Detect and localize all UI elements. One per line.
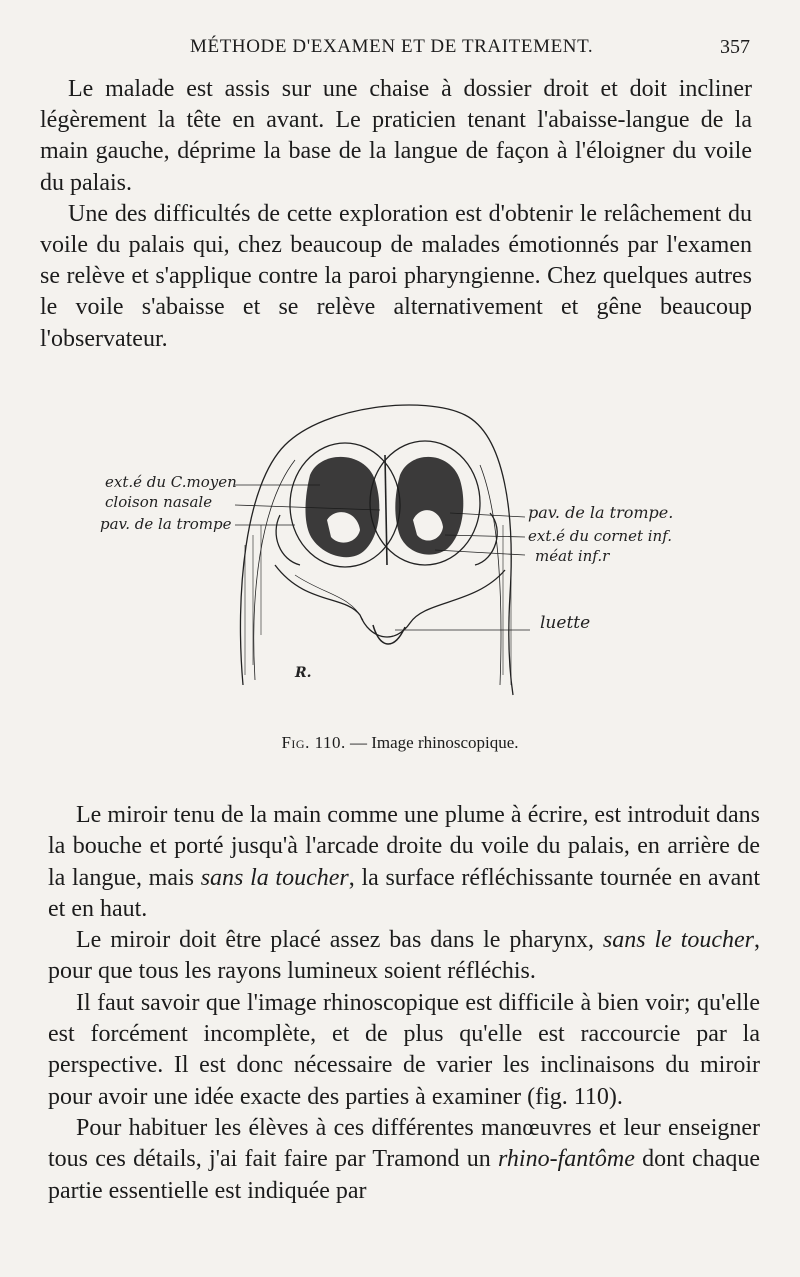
label-luette: luette: [540, 613, 591, 633]
label-meat-inf: méat inf.r: [535, 547, 610, 565]
paragraph: Il faut savoir que l'image rhinoscopique est difficile à bien voir; qu'elle est forcément incomplète, et de plus qu'elle est raccourcie par la perspective. Il est donc nécessaire de varier les inclinaisons du miroir pour avoir une idée exacte des parties à examiner (fig. 110).: [48, 989, 760, 1110]
figure-caption: [0, 733, 800, 753]
running-head: MÉTHODE D'EXAMEN ET DE TRAITEMENT.: [190, 36, 594, 57]
artist-signature: R.: [295, 665, 312, 681]
paragraph: Le miroir tenu de la main comme une plume à écrire, est introduit dans la bouche et porté jusqu'à l'arcade droite du voile du palais, en arrière de la langue, mais sans la toucher, la surface réfléchissante tournée en avant et en haut.: [48, 802, 761, 922]
label-ext-cornet-inf: ext.é du cornet inf.: [528, 527, 672, 545]
rhinoscopic-figure: [95, 395, 695, 705]
page-header: [0, 36, 800, 66]
label-ext-cornet-moyen: ext.é du C.moyen: [105, 473, 237, 491]
paragraph: Le malade est assis sur une chaise à dossier droit et doit incliner légèrement la tête en avant. Le praticien tenant l'abaisse-langue de la main gauche, déprime la base de la langue de façon à l'éloigner du voile du palais.: [40, 76, 752, 196]
label-pav-trompe-left: pav. de la trompe: [100, 515, 232, 533]
paragraph: Le miroir doit être placé assez bas dans le pharynx, sans le toucher, pour que tous les rayons lumineux soient réfléchis.: [48, 927, 760, 985]
label-pav-trompe-right: pav. de la trompe.: [528, 503, 674, 522]
paragraph: Une des difficultés de cette exploration est d'obtenir le relâchement du voile du palais qui, chez beaucoup de malades émotionnés par l'examen se relève et s'applique contre la paroi pharyngienne. Chez quelques autres le voile s'abaisse et se relève alternativement et gêne beaucoup l'observateur.: [40, 200, 752, 352]
caption-label: Fig. 110.: [281, 733, 346, 752]
paragraph: Pour habituer les élèves à ces différentes manœuvres et leur enseigner tous ces détails, j'ai fait faire par Tramond un rhino-fantôme dont chaque partie essentielle est indiquée par: [48, 1114, 761, 1204]
page-number: 357: [720, 36, 750, 58]
text-block-top: [40, 74, 752, 355]
caption-dash: —: [349, 733, 367, 752]
label-cloison-nasale: cloison nasale: [105, 493, 213, 511]
text-block-bottom: [48, 800, 760, 1207]
caption-text: Image rhinoscopique.: [371, 733, 519, 752]
